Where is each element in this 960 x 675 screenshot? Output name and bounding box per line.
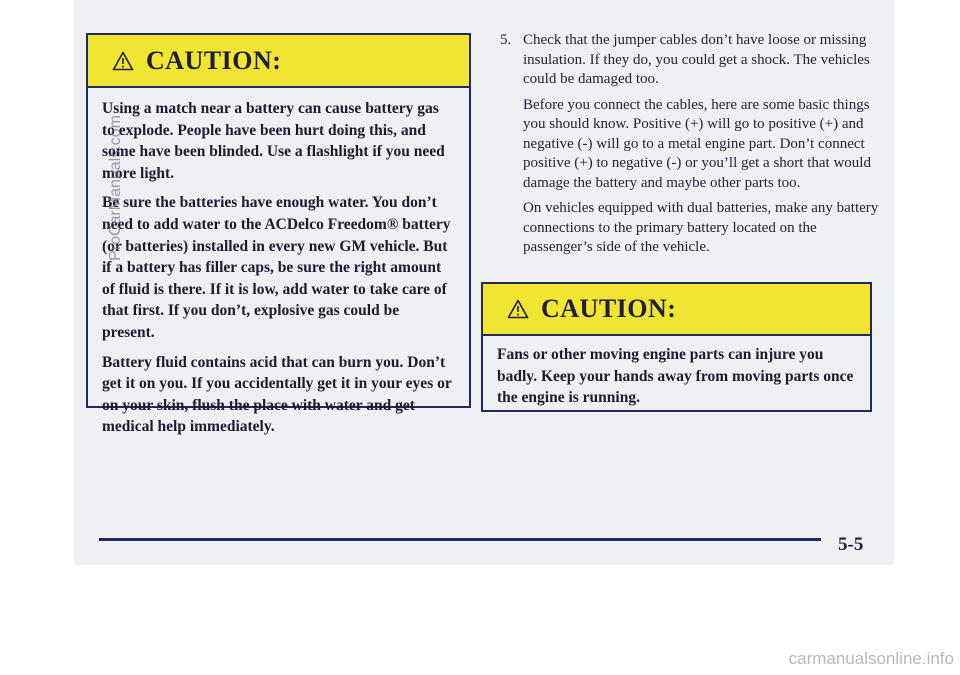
caution-title: CAUTION: — [146, 45, 282, 75]
caution-paragraph: Fans or other moving engine parts can injure you badly. Keep your hands away from moving parts once the engine is running. — [497, 346, 854, 407]
footer-rule — [99, 538, 821, 541]
watermark-text: ProCarManuals.com — [107, 115, 124, 261]
caution-box-fans — [481, 282, 872, 412]
caution-box-battery — [86, 33, 471, 436]
caution-title: CAUTION: — [541, 294, 677, 323]
caution-body — [88, 88, 469, 438]
caution-paragraph: Be sure the batteries have enough water. You don’t need to add water to the ACDelco Freedom® battery (or batteries) installed in every new GM vehicle. But if a battery has filler caps, be sure the right amount of fluid is there. If it is low, add water to take care of that first. If you don’t, explosive gas could be present. — [102, 194, 451, 341]
caution-body — [483, 336, 870, 409]
instructions-column — [500, 31, 880, 264]
warning-triangle-icon — [112, 51, 134, 71]
caution-paragraph: Using a match near a battery can cause battery gas to explode. People have been hurt doing this, and some have been blinded. Use a flashlight if you need more light. — [102, 100, 445, 182]
step-item — [500, 31, 880, 96]
body-paragraph: Before you connect the cables, here are some basic things you should know. Positive (+) will go to positive (+) and negative (-) will go to a metal engine part. Don’t connect positive (+) to negative (-) or you’ll get a short that would damage the battery and maybe other parts too. — [523, 96, 871, 191]
step-text: Check that the jumper cables don’t have loose or missing insulation. If they do, you could get a shock. The vehicles could be damaged too. — [523, 32, 870, 87]
caution-paragraph: Battery fluid contains acid that can burn you. Don’t get it on you. If you accidentally get it in your eyes or on your skin, flush the place with water and get medical help immediately. — [102, 353, 452, 436]
caution-header — [88, 35, 469, 88]
step-number: 5. — [500, 32, 512, 48]
caution-header — [483, 284, 870, 336]
body-paragraph: On vehicles equipped with dual batteries, make any battery connections to the primary battery located on the passenger’s side of the vehicle. — [523, 200, 879, 255]
page-number: 5-5 — [838, 534, 864, 555]
warning-triangle-icon — [507, 299, 529, 319]
footer-brand: carmanualsonline.info — [788, 649, 954, 668]
